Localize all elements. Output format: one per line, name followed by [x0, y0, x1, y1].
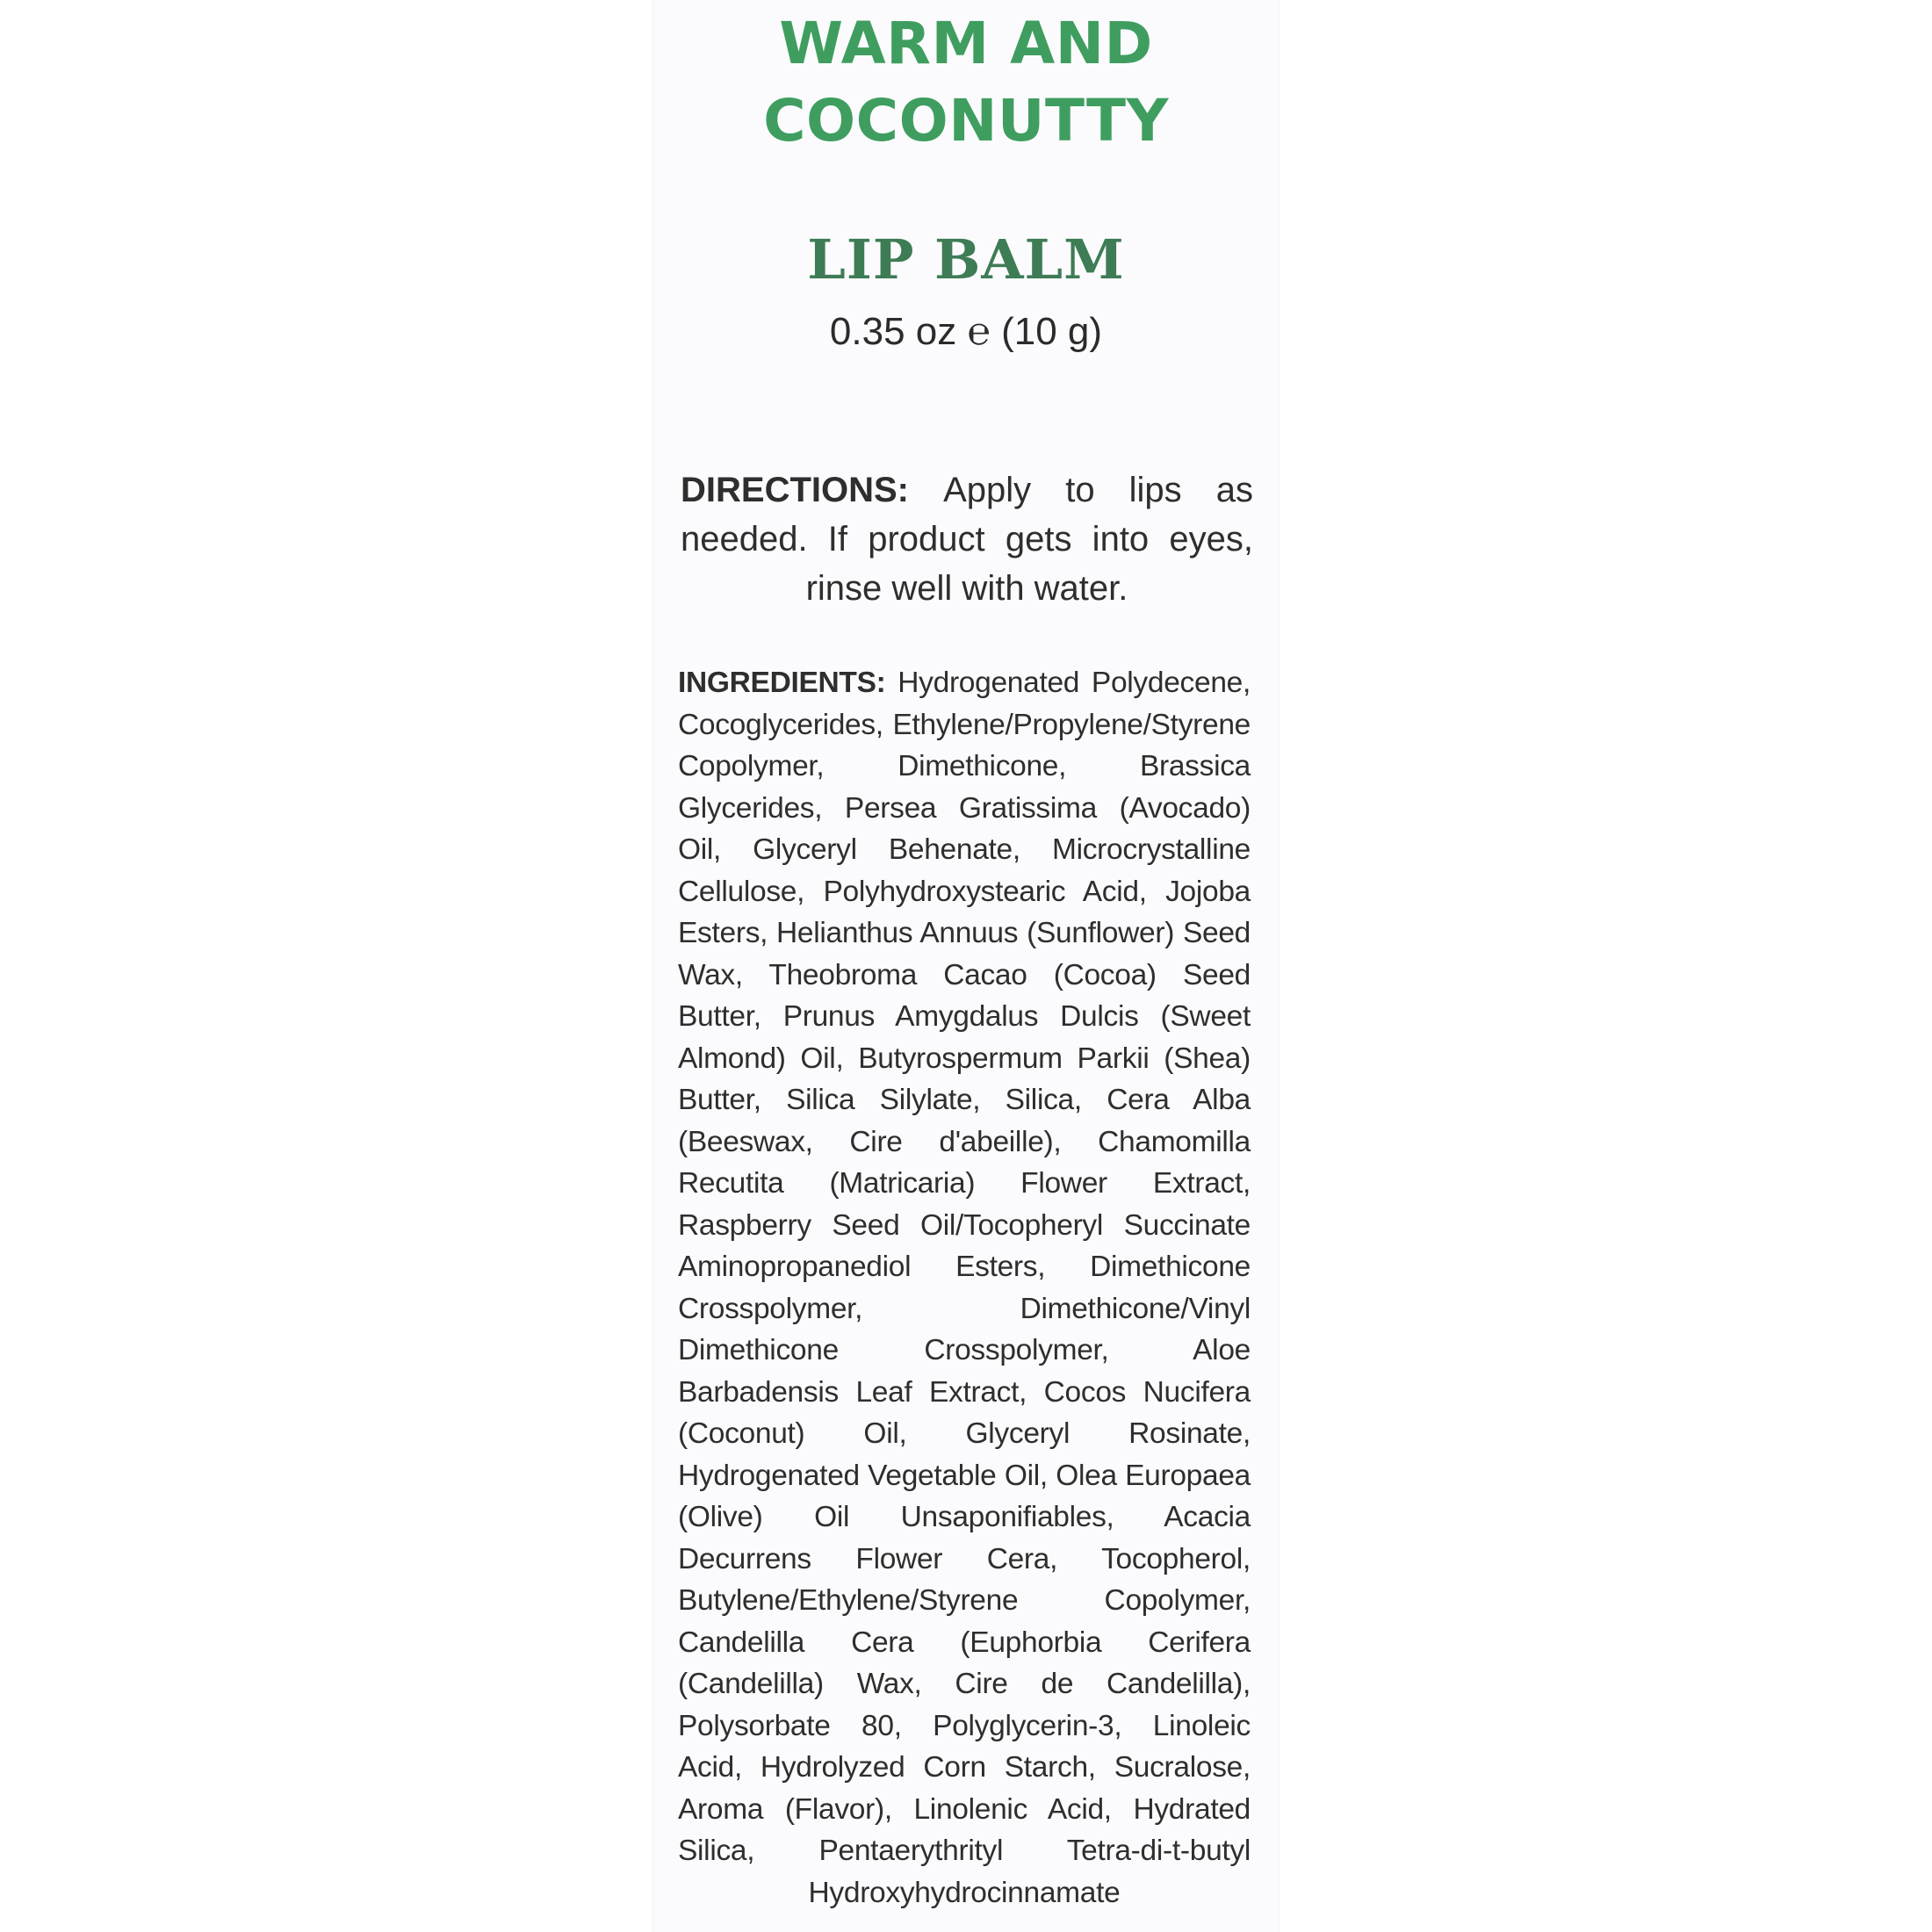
ingredients-heading: INGREDIENTS:	[678, 667, 898, 699]
directions-heading: DIRECTIONS:	[681, 471, 944, 509]
product-name: LIP BALM	[807, 227, 1125, 292]
directions-text: Apply to lips as needed. If product gets into eyes, rinse well with water.	[681, 471, 1253, 608]
product-label-panel	[652, 0, 1280, 1932]
net-weight: 0.35 oz ℮ (10 g)	[829, 310, 1103, 353]
ingredients-text: Hydrogenated Polydecene, Cocoglycerides, Ethylene/Propylene/Styrene Copolymer, Dimethicone, Brassica Glycerides, Persea Gratissima (Avocado) Oil, Glyceryl Behenate, Microcrystalline Cellulose, Polyhydroxystearic Acid, Jojoba Esters, Helianthus Annuus (Sunflower) Seed Wax, Theobroma Cacao (Cocoa) Seed Butter, Prunus Amygdalus Dulcis (Sweet Almond) Oil, Butyrospermum Parkii (Shea) Butter, Silica Silylate, Silica, Cera Alba (Beeswax, Cire d'abeille), Chamomilla Recutita (Matricaria) Flower Extract, Raspberry Seed Oil/Tocopheryl Succinate Aminopropanediol Esters, Dimethicone Crosspolymer, Dimethicone/Vinyl Dimethicone Crosspolymer, Aloe Barbadensis Leaf Extract, Cocos Nucifera (Coconut) Oil, Glyceryl Rosinate, Hydrogenated Vegetable Oil, Olea Europaea (Olive) Oil Unsaponifiables, Acacia Decurrens Flower Cera, Tocopherol, Butylene/Ethylene/Styrene Copolymer, Candelilla Cera (Euphorbia Cerifera (Candelilla) Wax, Cire de Candelilla), Polysorbate 80, Polyglycerin-3, Linoleic Acid, Hydrolyzed Corn Starch, Sucralose, Aroma (Flavor), Linolenic Acid, Hydrated Silica, Pentaerythrityl Tetra-di-t-butyl Hydroxyhydrocinnamate	[678, 667, 1251, 1909]
directions-block	[681, 465, 1253, 613]
ingredients-block	[678, 662, 1251, 1914]
flavor-title	[652, 5, 1280, 160]
flavor-title-line-1: WARM AND	[779, 10, 1153, 77]
flavor-title-line-2: COCONUTTY	[763, 87, 1169, 155]
